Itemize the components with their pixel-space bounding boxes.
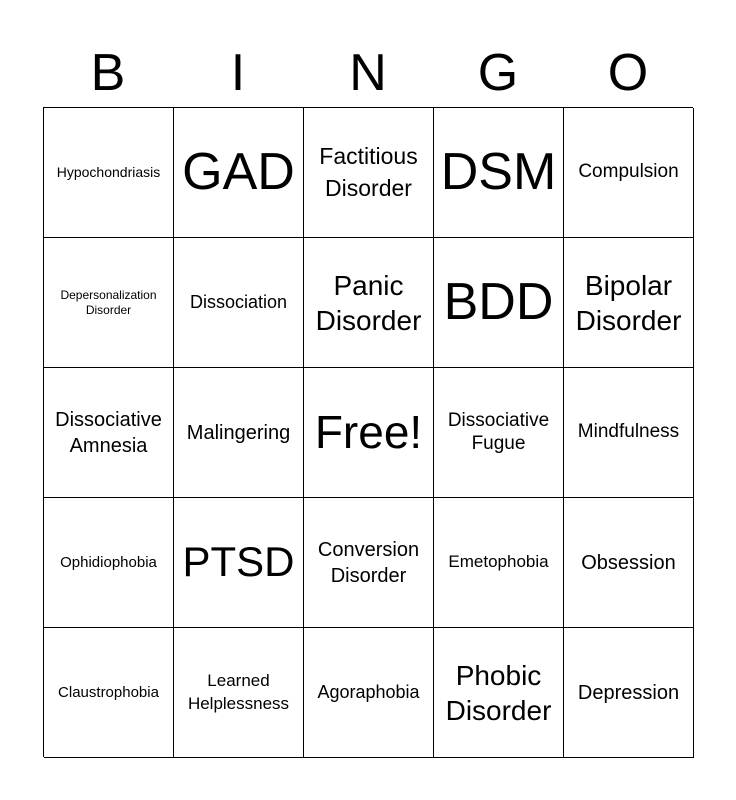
bingo-cell[interactable]: PTSD: [174, 498, 304, 628]
bingo-cell[interactable]: Dissociation: [174, 238, 304, 368]
header-letter-o: O: [607, 44, 649, 102]
bingo-cell[interactable]: Dissociative Fugue: [434, 368, 564, 498]
bingo-cell[interactable]: Depersonalization Disorder: [44, 238, 174, 368]
bingo-cell[interactable]: Malingering: [174, 368, 304, 498]
bingo-cell[interactable]: Learned Helplessness: [174, 628, 304, 758]
bingo-cell[interactable]: Phobic Disorder: [434, 628, 564, 758]
bingo-cell[interactable]: Conversion Disorder: [304, 498, 434, 628]
bingo-cell[interactable]: Hypochondriasis: [44, 108, 174, 238]
bingo-grid: [43, 107, 693, 757]
header-letter-i: I: [230, 44, 246, 102]
bingo-cell[interactable]: Obsession: [564, 498, 694, 628]
bingo-header: [43, 40, 693, 106]
header-letter-g: G: [477, 44, 519, 102]
bingo-cell[interactable]: GAD: [174, 108, 304, 238]
free-space-cell[interactable]: Free!: [304, 368, 434, 498]
bingo-cell[interactable]: Panic Disorder: [304, 238, 434, 368]
header-letter-b: B: [90, 44, 126, 102]
bingo-cell[interactable]: Agoraphobia: [304, 628, 434, 758]
bingo-cell[interactable]: Claustrophobia: [44, 628, 174, 758]
header-letter-n: N: [349, 44, 387, 102]
bingo-cell[interactable]: Bipolar Disorder: [564, 238, 694, 368]
bingo-cell[interactable]: Ophidiophobia: [44, 498, 174, 628]
bingo-cell[interactable]: Emetophobia: [434, 498, 564, 628]
bingo-cell[interactable]: Factitious Disorder: [304, 108, 434, 238]
bingo-cell[interactable]: BDD: [434, 238, 564, 368]
bingo-cell[interactable]: Dissociative Amnesia: [44, 368, 174, 498]
bingo-cell[interactable]: Mindfulness: [564, 368, 694, 498]
bingo-cell[interactable]: Depression: [564, 628, 694, 758]
bingo-cell[interactable]: Compulsion: [564, 108, 694, 238]
bingo-cell[interactable]: DSM: [434, 108, 564, 238]
